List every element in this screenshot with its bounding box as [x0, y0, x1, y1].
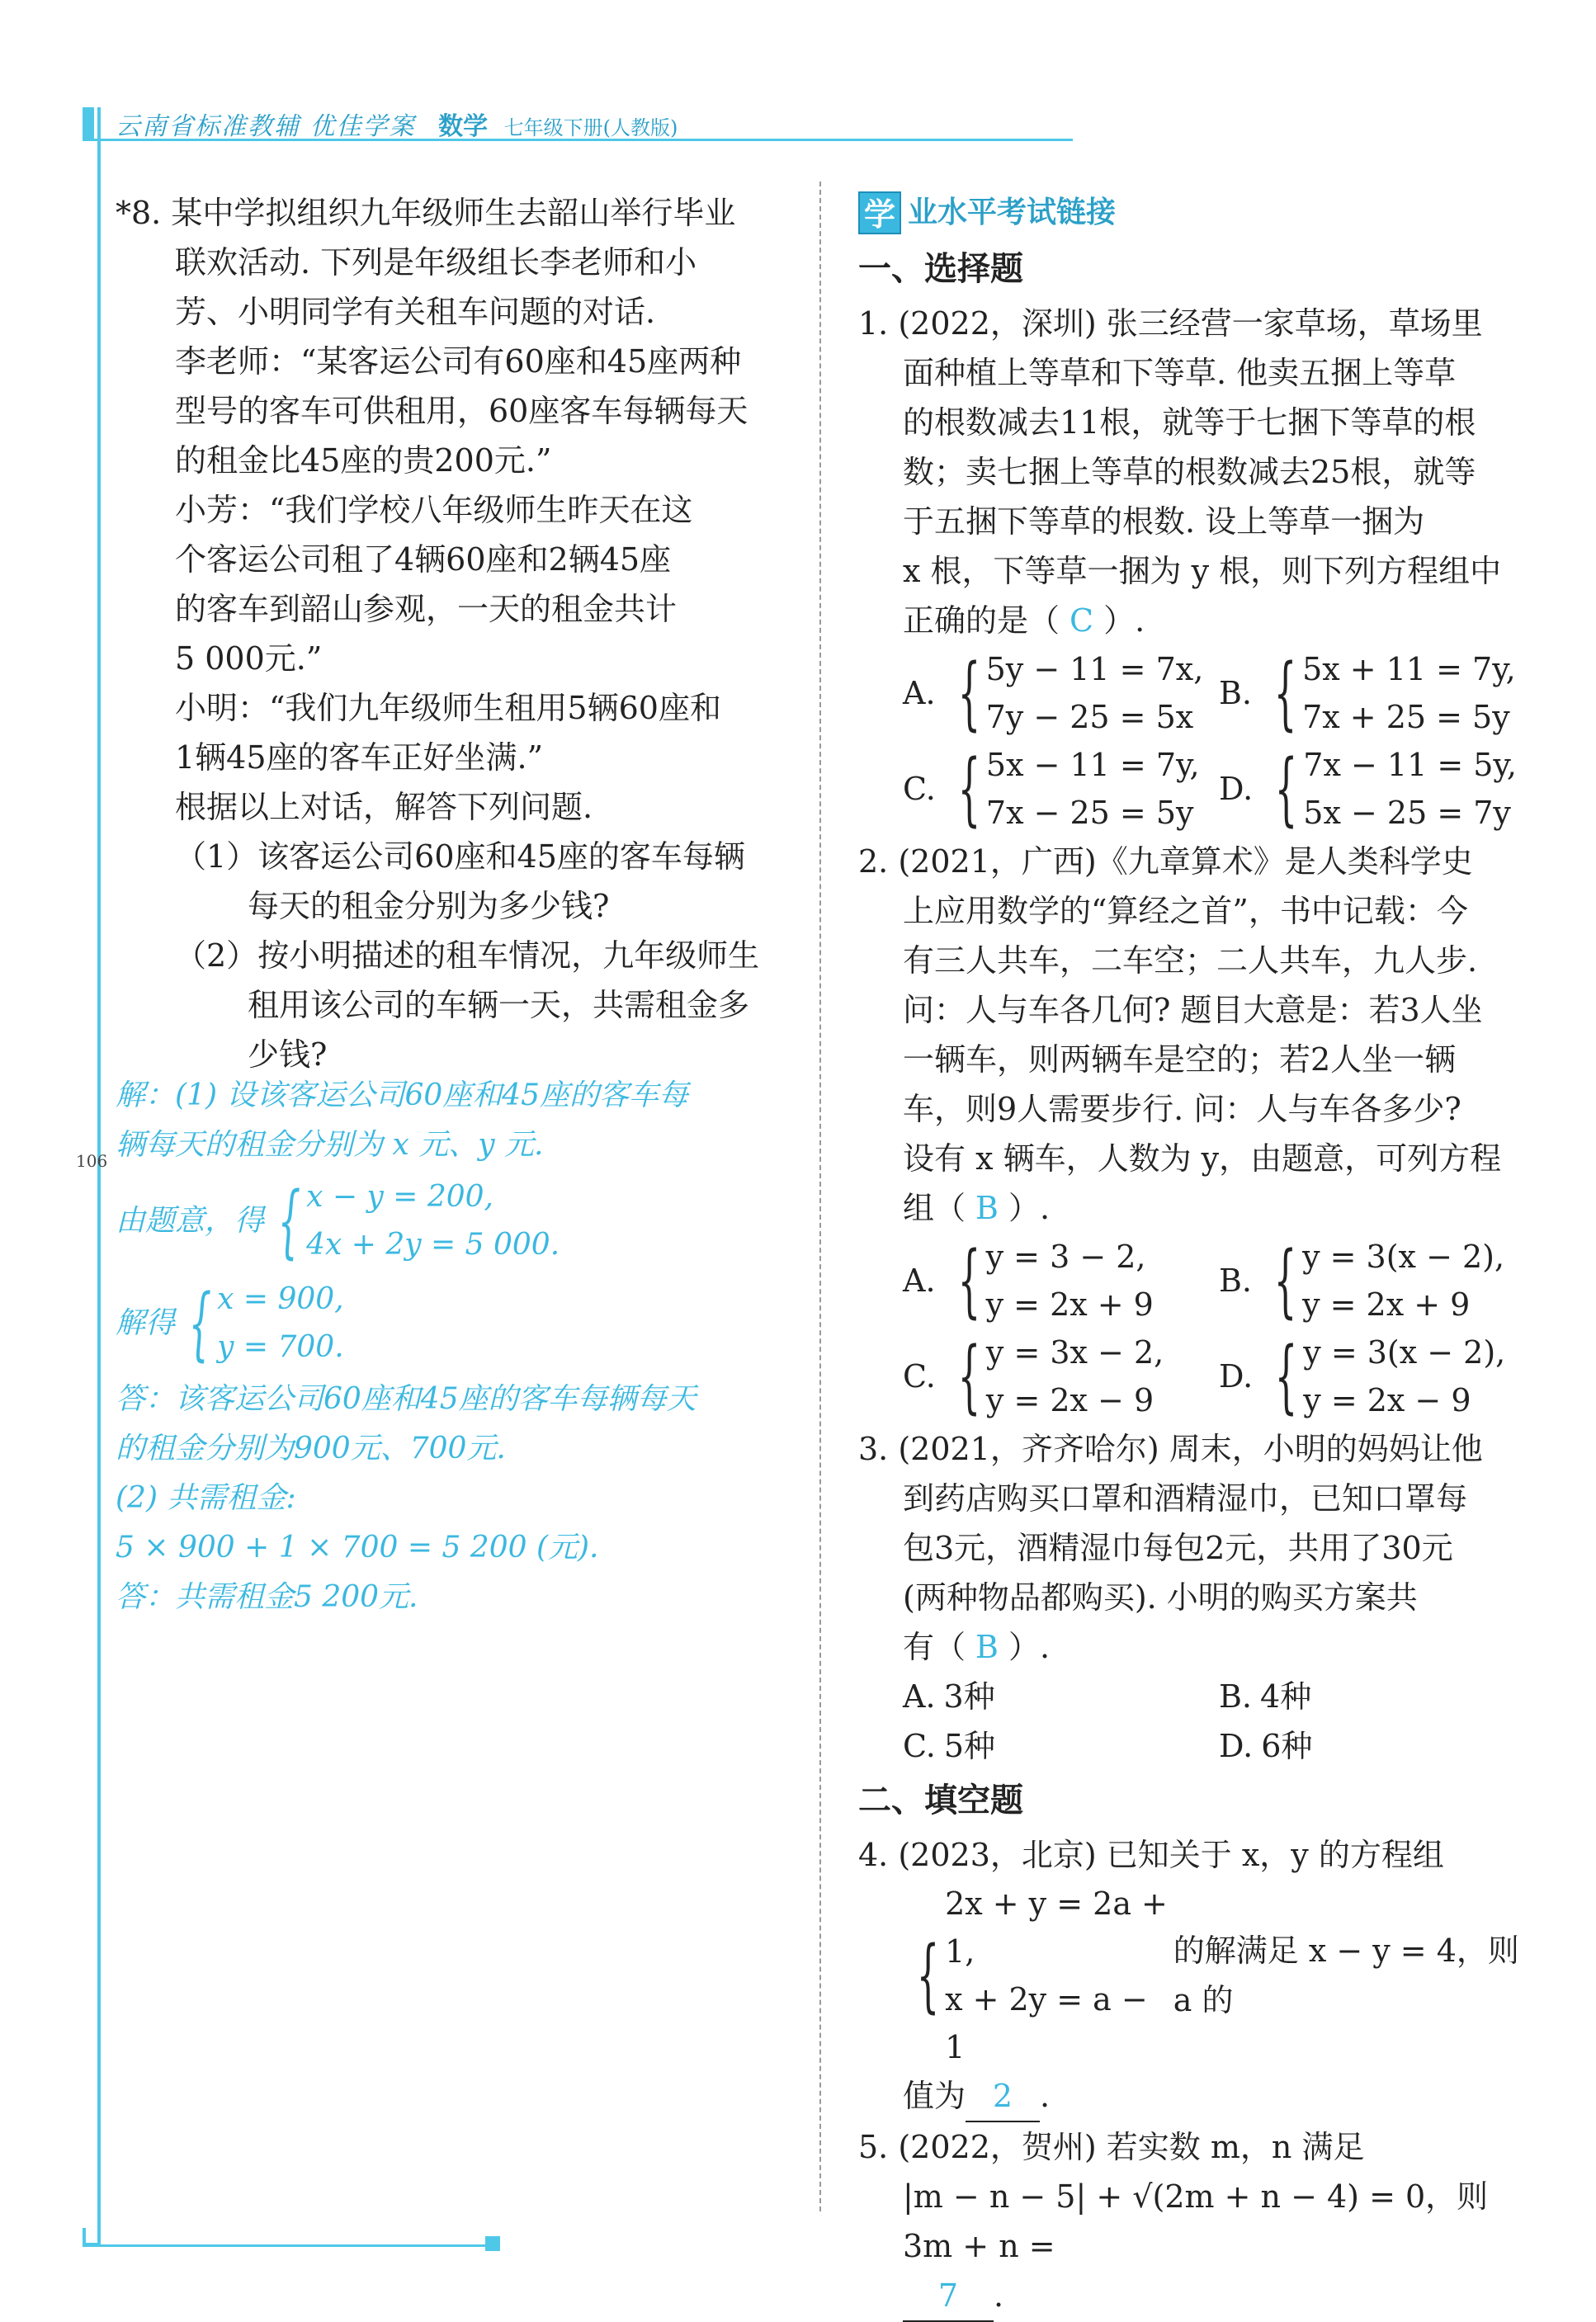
option-label: A. [903, 675, 936, 711]
badge-char: 学 [858, 191, 901, 234]
dialog-line: 小明：“我们九年级师生租用5辆60座和 [175, 690, 721, 726]
dialog-line: 1辆45座的客车正好坐满.” [175, 739, 544, 776]
question-line: x 根，下等草一捆为 y 根，则下列方程组中 [903, 553, 1502, 589]
problem-8 [116, 188, 792, 1079]
question-line: 值为 [903, 2078, 966, 2114]
question-line: (2022，深圳) 张三经营一家草场，草场里 [898, 305, 1483, 342]
right-column [858, 188, 1535, 2322]
option-a [903, 1233, 1219, 1329]
question-5 [858, 2122, 1535, 2322]
equation: x + 2y = a − 1 [945, 1981, 1148, 2065]
left-column [116, 188, 792, 1079]
subquestion-2: （2）按小明描述的租车情况，九年级师生 [175, 937, 760, 974]
subquestion-2-cont: 少钱? [248, 1036, 328, 1073]
question-number: 1. [858, 305, 889, 342]
equation: y = 3 − 2, [985, 1239, 1146, 1275]
header-brand: 云南省标准教辅 优佳学案 [116, 112, 416, 141]
page-number: 106 [76, 1151, 108, 1171]
question-line: (2023，北京) 已知关于 x，y 的方程组 [898, 1837, 1444, 1873]
question-line: 于五捆下等草的根数. 设上等草一捆为 [903, 503, 1425, 540]
frame-corner [83, 2228, 101, 2246]
question-line: 车，则9人需要步行. 问：人与车各多少? [903, 1091, 1461, 1127]
equation: y = 700. [217, 1330, 344, 1364]
question-line: (2021，齐齐哈尔) 周末，小明的妈妈让他 [898, 1431, 1483, 1467]
option-c [903, 741, 1219, 837]
brace-icon: { [1273, 1234, 1297, 1327]
question-line: 面种植上等草和下等草. 他卖五捆上等草 [903, 355, 1457, 391]
equation: x − y = 200, [306, 1180, 493, 1214]
option-label: D. [1219, 1728, 1254, 1764]
equation: y = 3(x − 2), [1303, 1334, 1506, 1371]
question-3 [858, 1424, 1535, 1771]
question-line: . [1040, 2078, 1051, 2114]
option-d [1219, 741, 1535, 837]
dialog-line: 的客车到韶山参观，一天的租金共计 [175, 591, 678, 627]
equation: x = 900, [217, 1282, 344, 1316]
equation: y = 2x − 9 [985, 1382, 1155, 1418]
question-line: 有三人共车，二车空；二人共车，九人步. [903, 942, 1478, 979]
equation: 7x − 25 = 5y [985, 795, 1194, 831]
question-line: 的解满足 x − y = 4，则 a 的 [1173, 1933, 1519, 2018]
question-line: ）. [1103, 602, 1145, 639]
brace-icon: { [957, 647, 980, 739]
option-label: B. [1219, 675, 1253, 711]
equation: 7x + 25 = 5y [1302, 699, 1510, 735]
answer-line: 答：该客运公司60座和45座的客车每辆每天 [116, 1382, 696, 1416]
option-c [903, 1329, 1219, 1424]
equation: 4x + 2y = 5 000. [306, 1228, 560, 1262]
badge-text: 业水平考试链接 [908, 196, 1117, 229]
question-line: 的根数减去11根，就等于七捆下等草的根 [903, 404, 1476, 441]
option-text: 3种 [943, 1678, 995, 1715]
answer-blank: 7 [903, 2271, 994, 2322]
equation: 5y − 11 = 7x, [985, 651, 1204, 687]
question-number: 4. [858, 1837, 889, 1873]
question-line: 问：人与车各几何? 题目大意是：若3人坐 [903, 992, 1483, 1028]
brace-icon: { [1273, 647, 1297, 739]
dialog-line: 小芳：“我们学校八年级师生昨天在这 [175, 492, 693, 528]
section-title: 一、选择题 [858, 250, 1023, 288]
calc-line: 5 × 900 + 1 × 700 = 5 200 (元). [116, 1531, 599, 1565]
part2-line: (2) 共需租金: [116, 1481, 296, 1515]
option-label: C. [903, 771, 936, 807]
dialog-line: 5 000元.” [175, 640, 323, 677]
option-text: 5种 [943, 1728, 995, 1764]
option-a [903, 1672, 1219, 1721]
brace-icon: { [957, 743, 981, 835]
options [858, 1233, 1535, 1424]
intro-line: 芳、小明同学有关租车问题的对话. [175, 294, 656, 330]
solution-block [116, 1071, 792, 1622]
ask-line: 根据以上对话，解答下列问题. [175, 789, 593, 825]
dialog-line: 型号的客车可供租用，60座客车每辆每天 [175, 393, 748, 429]
solution-line: 辆每天的租金分别为 x 元、y 元. [116, 1128, 544, 1162]
brace-icon: { [277, 1175, 301, 1267]
brace-icon: { [957, 1330, 981, 1423]
equation: 5x − 25 = 7y [1303, 795, 1511, 831]
question-line: (2021，广西)《九章算术》是人类科学史 [898, 843, 1473, 880]
question-line: 数；卖七捆上等草的根数减去25根，就等 [903, 454, 1476, 490]
intro-line: 某中学拟组织九年级师生去韶山举行毕业 [171, 195, 736, 231]
options [858, 1672, 1535, 1771]
frame-left-tab [83, 107, 94, 140]
option-text: 6种 [1261, 1728, 1313, 1764]
brace-icon: { [188, 1277, 212, 1370]
question-4 [858, 1830, 1535, 2122]
problem-number: *8. [116, 195, 162, 231]
option-b [1219, 1233, 1535, 1329]
question-line: |m − n − 5| + √(2m + n − 4) = 0，则 3m + n = [903, 2178, 1489, 2264]
solution-setup [116, 1173, 560, 1269]
question-2 [858, 837, 1535, 1424]
column-divider [819, 182, 821, 2211]
brace-icon: { [1274, 1330, 1298, 1423]
question-number: 2. [858, 843, 889, 880]
answer-choice: C [1070, 602, 1094, 639]
option-label: B. [1219, 1678, 1253, 1715]
subquestion-1-cont: 每天的租金分别为多少钱? [248, 888, 610, 924]
option-label: D. [1219, 771, 1254, 807]
equation: 7y − 25 = 5x [985, 699, 1194, 735]
question-line: 有（ [903, 1629, 966, 1665]
question-line: (2022，贺州) 若实数 m，n 满足 [898, 2129, 1365, 2165]
header-grade: 七年级下册(人教版) [503, 116, 678, 139]
answer-choice: B [975, 1190, 999, 1226]
options [858, 645, 1535, 837]
frame-left-border [97, 107, 101, 2244]
equation: y = 3x − 2, [985, 1334, 1164, 1371]
option-d [1219, 1329, 1535, 1424]
option-text: 4种 [1260, 1678, 1312, 1715]
question-line: 正确的是（ [903, 602, 1060, 639]
question-number: 3. [858, 1431, 889, 1467]
dialog-line: 李老师：“某客运公司有60座和45座两种 [175, 343, 742, 380]
solve-label: 解得 [116, 1306, 176, 1340]
question-line: 组（ [903, 1190, 966, 1226]
option-b [1219, 645, 1535, 741]
option-a [903, 645, 1219, 741]
equation: y = 2x + 9 [1302, 1286, 1471, 1323]
frame-bottom-border [83, 2244, 495, 2247]
dialog-line: 个客运公司租了4辆60座和2辆45座 [175, 541, 672, 578]
option-label: C. [903, 1728, 936, 1764]
answer-choice: B [975, 1629, 999, 1665]
option-label: C. [903, 1358, 936, 1395]
question-line: 一辆车，则两辆车是空的；若2人坐一辆 [903, 1041, 1457, 1078]
frame-bottom-square [485, 2236, 500, 2251]
equation: y = 2x − 9 [1303, 1382, 1471, 1418]
equation: 5x − 11 = 7y, [985, 747, 1200, 783]
page-header [116, 106, 678, 142]
dialog-line: 的租金比45座的贵200元.” [175, 442, 552, 479]
subquestion-1: （1）该客运公司60座和45座的客车每辆 [175, 838, 745, 875]
question-line: 包3元，酒精湿巾每包2元，共用了30元 [903, 1530, 1453, 1566]
question-system [858, 1880, 1535, 2071]
question-line: 到药店购买口罩和酒精湿巾，已知口罩每 [903, 1480, 1468, 1517]
option-label: A. [903, 1678, 936, 1715]
question-line: 上应用数学的“算经之首”，书中记载：今 [903, 893, 1468, 929]
equation: 5x + 11 = 7y, [1302, 651, 1516, 687]
equation: 2x + y = 2a + 1, [945, 1885, 1168, 1970]
question-line: ）. [1008, 1629, 1051, 1665]
answer-line: 答：共需租金5 200元. [116, 1580, 418, 1614]
solution-line: 解：(1) 设该客运公司60座和45座的客车每 [116, 1078, 689, 1112]
question-1 [858, 299, 1535, 837]
option-label: B. [1219, 1262, 1253, 1299]
section-title: 二、填空题 [858, 1782, 1023, 1819]
brace-icon: { [1274, 743, 1298, 835]
question-line: 设有 x 辆车，人数为 y，由题意，可列方程 [903, 1140, 1502, 1177]
setup-label: 由题意，得 [116, 1204, 265, 1238]
intro-line: 联欢活动. 下列是年级组长李老师和小 [175, 244, 697, 281]
option-c [903, 1721, 1219, 1771]
option-label: D. [1219, 1358, 1254, 1395]
option-d [1219, 1721, 1535, 1771]
solution-result [116, 1276, 344, 1371]
answer-line: 的租金分别为900元、700元. [116, 1432, 506, 1465]
equation: y = 3(x − 2), [1302, 1239, 1505, 1275]
answer-blank: 2 [966, 2071, 1040, 2122]
header-subject: 数学 [438, 112, 489, 141]
option-b [1219, 1672, 1535, 1721]
question-line: . [994, 2277, 1004, 2314]
equation: 7x − 11 = 5y, [1303, 747, 1517, 783]
question-line: (两种物品都购买). 小明的购买方案共 [903, 1579, 1418, 1616]
question-number: 5. [858, 2129, 889, 2165]
option-label: A. [903, 1262, 936, 1299]
section-badge [858, 188, 1116, 238]
subquestion-2-cont: 租用该公司的车辆一天，共需租金多 [248, 987, 750, 1023]
brace-icon: { [957, 1234, 980, 1327]
brace-icon: { [916, 1929, 940, 2022]
equation: y = 2x + 9 [985, 1286, 1154, 1323]
question-line: ）. [1008, 1190, 1051, 1226]
